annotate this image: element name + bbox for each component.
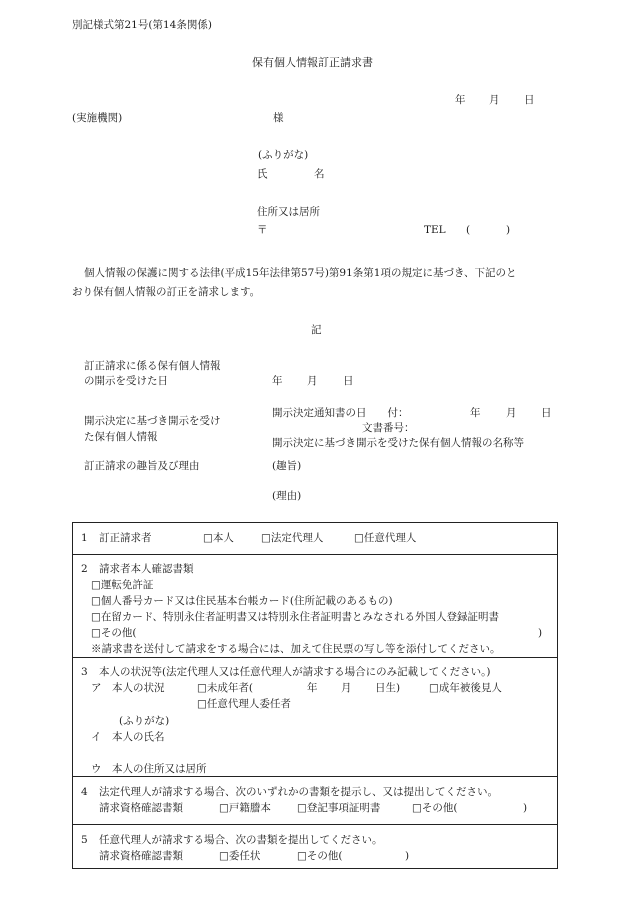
intro-line-2: おり保有個人情報の訂正を請求します。 xyxy=(72,286,261,298)
item3-purpose-label: (趣旨) xyxy=(272,460,302,472)
date-day-label: 日 xyxy=(524,94,535,106)
tel-open-paren: ( xyxy=(466,224,471,236)
checkbox-power-of-attorney[interactable]: □委任状 xyxy=(219,850,261,862)
other-id-close-paren: ) xyxy=(538,627,543,639)
section-5-doc-label: 請求資格確認書類 xyxy=(99,850,183,862)
checkbox-self[interactable]: □本人 xyxy=(203,532,234,544)
checkbox-legal-representative[interactable]: □法定代理人 xyxy=(261,532,324,544)
item2-label-line2: た保有個人情報 xyxy=(84,431,158,443)
checkbox-registry-certificate[interactable]: □登記事項証明書 xyxy=(297,802,381,814)
item1-day: 日 xyxy=(343,375,354,387)
date-year-label: 年 xyxy=(455,94,466,106)
principal-address-label: ウ 本人の住所又は居所 xyxy=(91,763,207,775)
agency-label: (実施機関) xyxy=(72,112,123,124)
checkbox-my-number-card[interactable]: □個人番号カード又は住民基本台帳カード(住所記載のあるもの) xyxy=(91,595,393,607)
checkbox-voluntary-representative[interactable]: □任意代理人 xyxy=(354,532,417,544)
item2-info-name-label: 開示決定に基づき開示を受けた保有個人情報の名称等 xyxy=(272,437,524,449)
minor-birth-year: 年 xyxy=(307,682,318,694)
section-3-number: 3 xyxy=(81,666,88,678)
other-voluntary-doc-close-paren: ) xyxy=(405,850,410,862)
checkbox-family-register[interactable]: □戸籍謄本 xyxy=(219,802,271,814)
checkbox-adult-ward[interactable]: □成年被後見人 xyxy=(429,682,502,694)
section-1-requester xyxy=(73,523,557,554)
item1-label-line2: の開示を受けた日 xyxy=(84,375,168,387)
checkbox-drivers-license[interactable]: □運転免許証 xyxy=(91,579,154,591)
item2-label-line1: 開示決定に基づき開示を受け xyxy=(84,415,221,427)
item2-month: 月 xyxy=(506,407,517,419)
name-label-first: 氏 xyxy=(257,168,268,180)
section-5-voluntary-rep-documents xyxy=(73,824,557,871)
principal-name-label: イ 本人の氏名 xyxy=(91,731,165,743)
ki-heading: 記 xyxy=(311,324,322,336)
item3-reason-label: (理由) xyxy=(272,490,302,502)
section-4-number: 4 xyxy=(81,786,88,798)
requester-details-box xyxy=(72,522,558,869)
item2-year: 年 xyxy=(470,407,481,419)
item1-label-line1: 訂正請求に係る保有個人情報 xyxy=(84,360,221,372)
checkbox-residence-card[interactable]: □在留カード、特別永住者証明書又は特別永住者証明書とみなされる外国人登録証明書 xyxy=(91,611,499,623)
honorific-label: 様 xyxy=(273,112,284,124)
checkbox-other-id[interactable]: □その他( xyxy=(91,627,137,639)
form-number: 別記様式第21号(第14条関係) xyxy=(72,19,212,31)
checkbox-voluntary-principal[interactable]: □任意代理人委任者 xyxy=(197,698,291,710)
section-4-title: 法定代理人が請求する場合、次のいずれかの書類を提示し、又は提出してください。 xyxy=(99,786,498,798)
address-label: 住所又は居所 xyxy=(257,206,320,218)
name-label-second: 名 xyxy=(314,168,325,180)
checkbox-other-legal-doc[interactable]: □その他( xyxy=(412,802,458,814)
other-legal-doc-close-paren: ) xyxy=(523,802,528,814)
section-3-title: 本人の状況等(法定代理人又は任意代理人が請求する場合にのみ記載してください。) xyxy=(99,666,491,678)
section-5-number: 5 xyxy=(81,834,88,846)
section-4-legal-rep-documents xyxy=(73,776,557,825)
item2-day: 日 xyxy=(541,407,552,419)
date-month-label: 月 xyxy=(489,94,500,106)
intro-line-1: 個人情報の保護に関する法律(平成15年法律第57号)第91条第1項の規定に基づき、下記のと xyxy=(84,267,517,279)
section-5-title: 任意代理人が請求する場合、次の書類を提出してください。 xyxy=(99,834,383,846)
section-3-principal-status xyxy=(73,657,557,777)
section-4-doc-label: 請求資格確認書類 xyxy=(99,802,183,814)
tel-close-paren: ) xyxy=(506,224,511,236)
status-a-label: ア 本人の状況 xyxy=(91,682,165,694)
principal-furigana-label: (ふりがな) xyxy=(119,715,170,727)
item3-label: 訂正請求の趣旨及び理由 xyxy=(84,460,200,472)
item2-notice-date-label: 開示決定通知書の日 付： xyxy=(272,407,409,419)
checkbox-other-voluntary-doc[interactable]: □その他( xyxy=(297,850,343,862)
furigana-label: (ふりがな) xyxy=(258,149,309,161)
section-1-label: 訂正請求者 xyxy=(99,532,152,544)
tel-label: TEL xyxy=(424,224,446,236)
checkbox-minor[interactable]: □未成年者( xyxy=(197,682,254,694)
section-2-note: ※請求書を送付して請求をする場合には、加えて住民票の写し等を添付してください。 xyxy=(91,643,501,655)
section-2-title: 請求者本人確認書類 xyxy=(99,563,194,575)
item2-document-number-label: 文書番号： xyxy=(362,422,415,434)
section-2-number: 2 xyxy=(81,563,88,575)
section-1-number: 1 xyxy=(81,532,88,544)
postal-mark: 〒 xyxy=(257,224,268,236)
item1-month: 月 xyxy=(307,375,318,387)
minor-birth-day: 日生) xyxy=(375,682,401,694)
item1-year: 年 xyxy=(272,375,283,387)
document-title: 保有個人情報訂正請求書 xyxy=(252,56,373,69)
minor-birth-month: 月 xyxy=(341,682,352,694)
section-2-id-documents xyxy=(73,554,557,658)
